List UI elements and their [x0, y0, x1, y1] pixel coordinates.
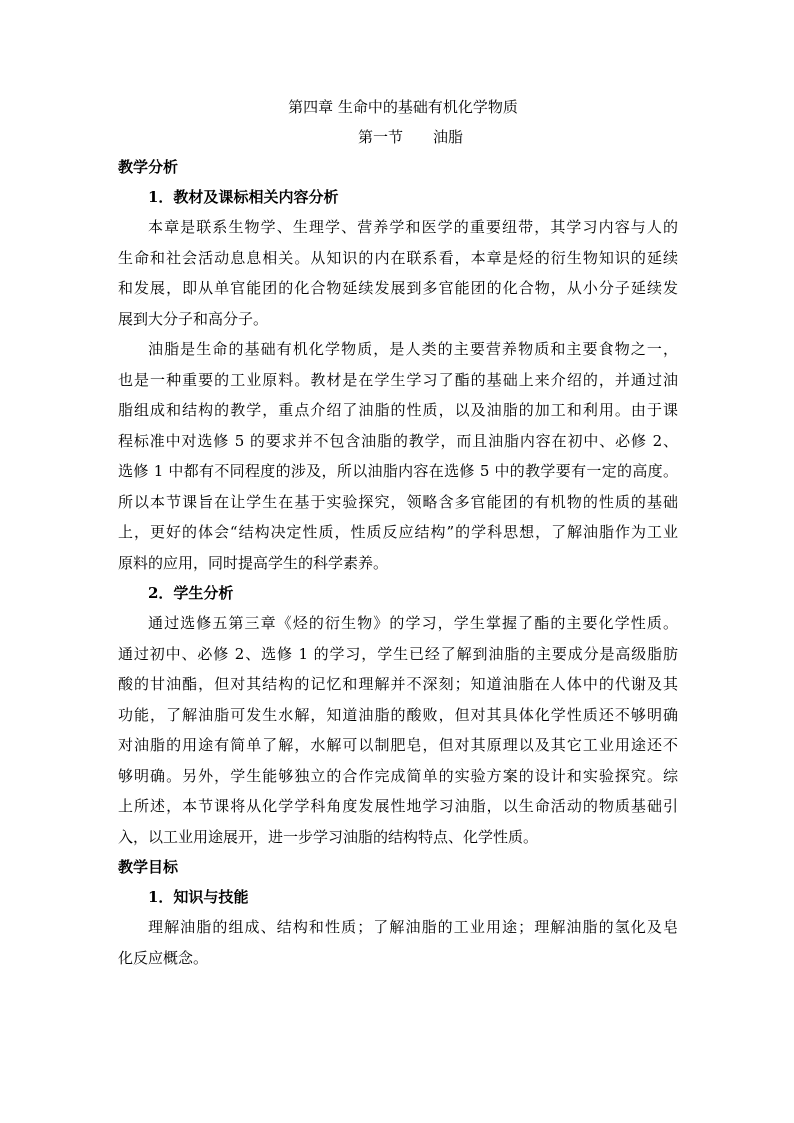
paragraph-oils-intro [118, 334, 678, 578]
text-line: 也是一种重要的工业原料。教材是在学生学习了酯的基础上来介绍的，并通过油 [118, 370, 678, 389]
text-line: 对油脂的用途有简单了解，水解可以制肥皂，但对其原理以及其它工业用途还不 [118, 736, 678, 754]
text-line: 油脂是生命的基础有机化学物质，是人类的主要营养物质和主要食物之一， [148, 340, 678, 358]
text-line: 所以本节课旨在让学生在基于实验探究，领略含多官能团的有机物的性质的基础 [118, 492, 678, 511]
text-line: 通过初中、必修 2、选修 1 的学习，学生已经了解到油脂的主要成分是高级脂肪 [118, 644, 678, 663]
text-line: 酸的甘油酯，但对其结构的记忆和理解并不深刻；知道油脂在人体中的代谢及其 [118, 675, 678, 693]
subheading-textbook-analysis: 1．教材及课标相关内容分析 [148, 188, 339, 206]
heading-teaching-goals: 教学目标 [118, 858, 179, 876]
heading-teaching-analysis: 教学分析 [118, 158, 179, 176]
section-title [118, 122, 678, 152]
text-line: 脂组成和结构的教学，重点介绍了油脂的性质，以及油脂的加工和利用。由于课 [118, 401, 678, 419]
paragraph-chapter-intro [118, 212, 678, 334]
text-line: 展到大分子和高分子。 [118, 309, 269, 328]
chapter-title: 第四章 生命中的基础有机化学物质 [288, 98, 518, 116]
text-line: 选修 1 中都有不同程度的涉及，所以油脂内容在选修 5 中的教学要有一定的高度。 [118, 462, 678, 480]
text-line: 上所述，本节课将从化学学科角度发展性地学习油脂，以生命活动的物质基础引 [118, 797, 678, 815]
subheading-knowledge-skills: 1．知识与技能 [148, 888, 249, 906]
document-page [118, 92, 678, 973]
paragraph-knowledge-skills [118, 912, 678, 973]
section-number: 第一节 [357, 128, 403, 146]
paragraph-student-analysis [118, 608, 678, 852]
text-line: 生命和社会活动息息相关。从知识的内在联系看，本章是烃的衍生物知识的延续 [118, 248, 678, 267]
text-line: 入，以工业用途展开，进一步学习油脂的结构特点、化学性质。 [118, 827, 539, 846]
text-line: 上，更好的体会“结构决定性质，性质反应结构”的学科思想，了解油脂作为工业 [118, 523, 678, 541]
text-line: 化反应概念。 [118, 948, 209, 967]
text-line: 原料的应用，同时提高学生的科学素养。 [118, 553, 389, 572]
text-line: 功能，了解油脂可发生水解，知道油脂的酸败，但对其具体化学性质还不够明确 [118, 705, 678, 724]
text-line: 和发展，即从单官能团的化合物延续发展到多官能团的化合物，从小分子延续发 [118, 279, 678, 297]
text-line: 够明确。另外，学生能够独立的合作完成简单的实验方案的设计和实验探究。综 [118, 766, 678, 785]
section-name: 油脂 [433, 128, 464, 146]
subheading-student-analysis: 2．学生分析 [148, 584, 234, 602]
text-line: 程标准中对选修 5 的要求并不包含油脂的教学，而且油脂内容在初中、必修 2、 [118, 431, 678, 450]
text-line: 理解油脂的组成、结构和性质；了解油脂的工业用途；理解油脂的氢化及皂 [148, 918, 678, 936]
text-line: 本章是联系生物学、生理学、营养学和医学的重要纽带，其学习内容与人的 [148, 218, 678, 236]
text-line: 通过选修五第三章《烃的衍生物》的学习，学生掌握了酯的主要化学性质。 [148, 614, 678, 632]
